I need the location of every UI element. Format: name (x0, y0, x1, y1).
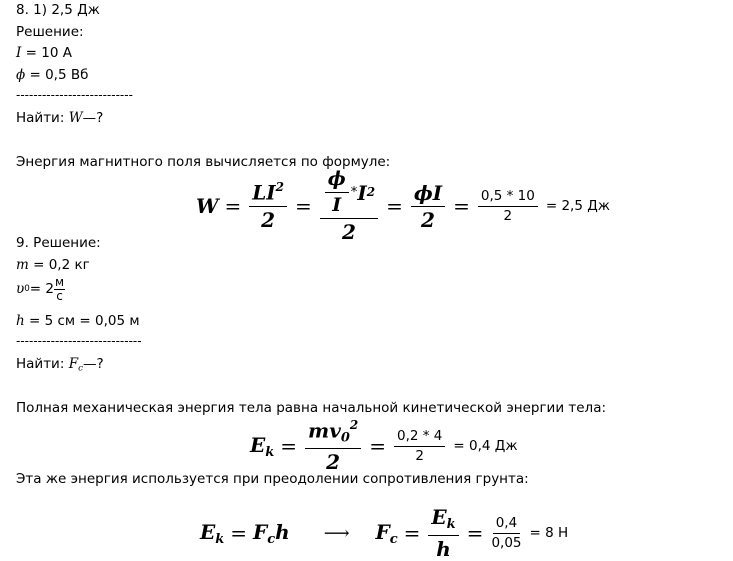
formula-result: = 8 Н (529, 525, 569, 541)
fraction-phi-i-i2-over-2 (320, 169, 378, 243)
p8-solution-label: Решение: (16, 24, 84, 40)
p8-energy-formula (196, 168, 610, 244)
p9-kinetic-formula (250, 418, 518, 474)
inner-den: I (332, 194, 342, 216)
inner-fraction-phi-over-i (325, 169, 349, 216)
exponent: 2 (366, 184, 376, 199)
p9-explanation-1: Полная механическая энергия тела равна начальной кинетической энергии тела: (16, 400, 607, 416)
p9-given-height (16, 313, 140, 329)
find-question: —? (82, 356, 104, 372)
frac-den: 0,05 (491, 534, 522, 551)
equals-sign: = (466, 521, 484, 545)
formula-result: = 2,5 Дж (545, 198, 610, 214)
fraction-numeric (491, 516, 521, 551)
fraction-numeric (394, 429, 445, 464)
multiply-sign: * (350, 184, 358, 201)
mass-value: = 0,2 кг (28, 257, 90, 273)
mass-symbol: m (16, 257, 29, 273)
unit-num: м (55, 275, 65, 289)
equals-sign: = (230, 521, 248, 545)
fraction-ek-over-h: $\frac{E_k}{h}$ (428, 506, 458, 559)
frac-den: 2 (261, 207, 276, 232)
p9-given-mass (16, 257, 90, 273)
velocity-symbol: υ (16, 281, 25, 298)
equals-sign: = (295, 194, 312, 218)
frac-num: LI (252, 180, 276, 205)
equals-sign: = (386, 194, 403, 218)
fraction-mv02-over-2: $\frac{mv_0^2}{2}$ (305, 419, 361, 473)
formula-fc: $F_c$ (375, 519, 398, 547)
frac-num: 0,5 * 10 (478, 189, 538, 207)
p9-divider: ----------------------------- (16, 334, 142, 348)
unit-den: с (56, 288, 63, 303)
frac-den: h (436, 536, 451, 561)
formula-ek: $E_k$ (250, 432, 275, 460)
find-subscript: c (78, 363, 83, 374)
exponent: 2 (275, 180, 285, 195)
p8-explanation: Энергия магнитного поля вычисляется по формуле: (16, 154, 391, 170)
current-value: = 10 А (21, 45, 72, 61)
p8-given-current (16, 45, 72, 61)
p9-resistance-formula (200, 505, 569, 561)
equals-sign: = (453, 194, 470, 218)
frac-num: ϕI (411, 182, 445, 207)
find-label: Найти: (16, 356, 69, 372)
height-value: = 5 см = 0,05 м (24, 313, 140, 329)
p8-heading: 8. 1) 2,5 Дж (16, 2, 100, 18)
frac-den: 2 (421, 207, 435, 232)
p8-find (16, 110, 103, 126)
velocity-value: = 2 (29, 281, 54, 298)
frac-den: 2 (415, 447, 424, 464)
formula-fch: $F_ch$ (253, 519, 290, 547)
p9-given-velocity (16, 276, 65, 302)
formula-w: W (196, 194, 219, 218)
velocity-unit (54, 276, 65, 302)
p9-find (16, 356, 104, 374)
arrow-icon: ⟶ (323, 522, 350, 544)
p8-divider: --------------------------- (16, 88, 133, 102)
find-label: Найти: (16, 110, 69, 126)
formula-ek: $E_k$ (200, 519, 225, 547)
p8-given-flux (16, 67, 88, 83)
equals-sign: = (369, 434, 386, 458)
fraction-phii-over-2 (411, 182, 445, 231)
find-symbol: F (68, 356, 79, 372)
equals-sign: = (280, 434, 298, 458)
frac-num: 0,4 (493, 516, 520, 534)
find-question: —? (82, 110, 104, 126)
fraction-li2-over-2 (249, 181, 287, 230)
find-symbol: W (68, 110, 83, 126)
flux-value: = 0,5 Вб (25, 67, 89, 83)
inner-num: ϕ (325, 169, 349, 193)
current-symbol: I (16, 45, 22, 61)
fraction-numeric (478, 189, 538, 224)
velocity-subscript: 0 (24, 284, 30, 295)
formula-result: = 0,4 Дж (453, 438, 518, 454)
equals-sign: = (224, 194, 242, 218)
frac-num: 0,2 * 4 (394, 429, 445, 447)
current-term: I (357, 180, 367, 205)
height-symbol: h (16, 313, 25, 329)
equals-sign: = (403, 521, 421, 545)
flux-symbol: ϕ (16, 67, 26, 83)
frac-den: 2 (342, 219, 356, 244)
p9-heading: 9. Решение: (16, 235, 101, 251)
p9-explanation-2: Эта же энергия используется при преодолении сопротивления грунта: (16, 471, 529, 487)
frac-den: 2 (326, 449, 341, 474)
frac-den: 2 (503, 207, 513, 224)
